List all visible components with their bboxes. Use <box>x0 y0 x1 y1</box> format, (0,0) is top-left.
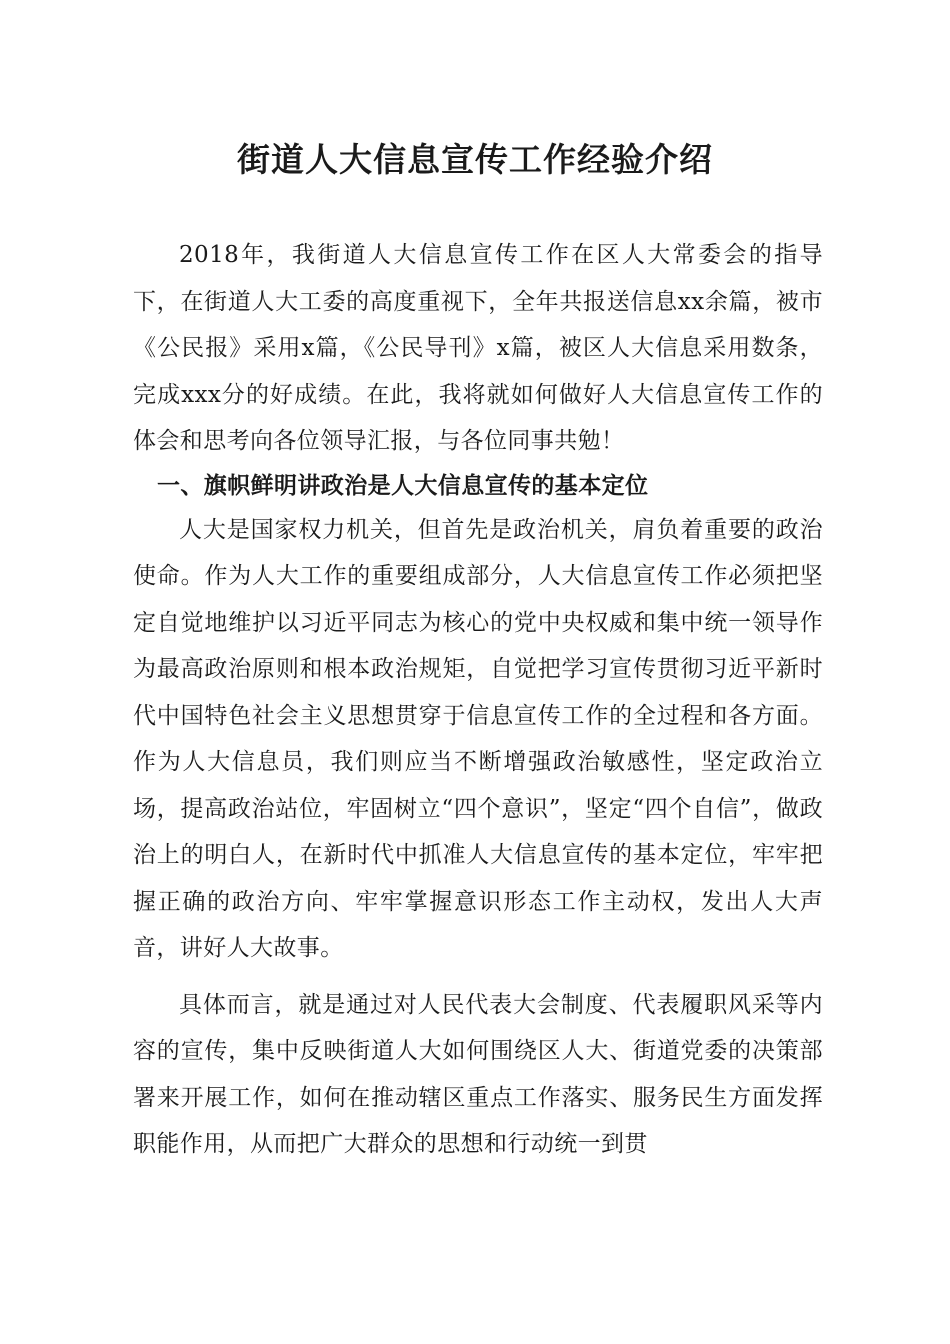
section-heading-1: 一、旗帜鲜明讲政治是人大信息宣传的基本定位 <box>157 472 649 499</box>
intro-paragraph: 2018年，我街道人大信息宣传工作在区人大常委会的指导下，在街道人大工委的高度重视下，全年共报送信息xx余篇，被市《公民报》采用x篇，《公民导刊》x篇，被区人大信息采用数条，完成xxx分的好成绩。在此，我将就如何做好人大信息宣传工作的体会和思考向各位领导汇报，与各位同事共勉！ <box>133 242 823 454</box>
section-1-paragraph-2: 具体而言，就是通过对人民代表大会制度、代表履职风采等内容的宣传，集中反映街道人大如何围绕区人大、街道党委的决策部署来开展工作，如何在推动辖区重点工作落实、服务民生方面发挥职能作用，从而把广大群众的思想和行动统一到贯 <box>133 991 823 1157</box>
document-body <box>133 232 823 1168</box>
paragraph-spacer <box>133 972 823 982</box>
section-1-paragraph-1: 人大是国家权力机关，但首先是政治机关，肩负着重要的政治使命。作为人大工作的重要组成部分，人大信息宣传工作必须把坚定自觉地维护以习近平同志为核心的党中央权威和集中统一领导作为最高政治原则和根本政治规矩，自觉把学习宣传贯彻习近平新时代中国特色社会主义思想贯穿于信息宣传工作的全过程和各方面。作为人大信息员，我们则应当不断增强政治敏感性，坚定政治立场，提高政治站位，牢固树立“四个意识”，坚定“四个自信”，做政治上的明白人，在新时代中抓准人大信息宣传的基本定位，牢牢把握正确的政治方向、牢牢掌握意识形态工作主动权，发出人大声音，讲好人大故事。 <box>133 516 823 961</box>
document-title: 街道人大信息宣传工作经验介绍 <box>237 140 713 179</box>
